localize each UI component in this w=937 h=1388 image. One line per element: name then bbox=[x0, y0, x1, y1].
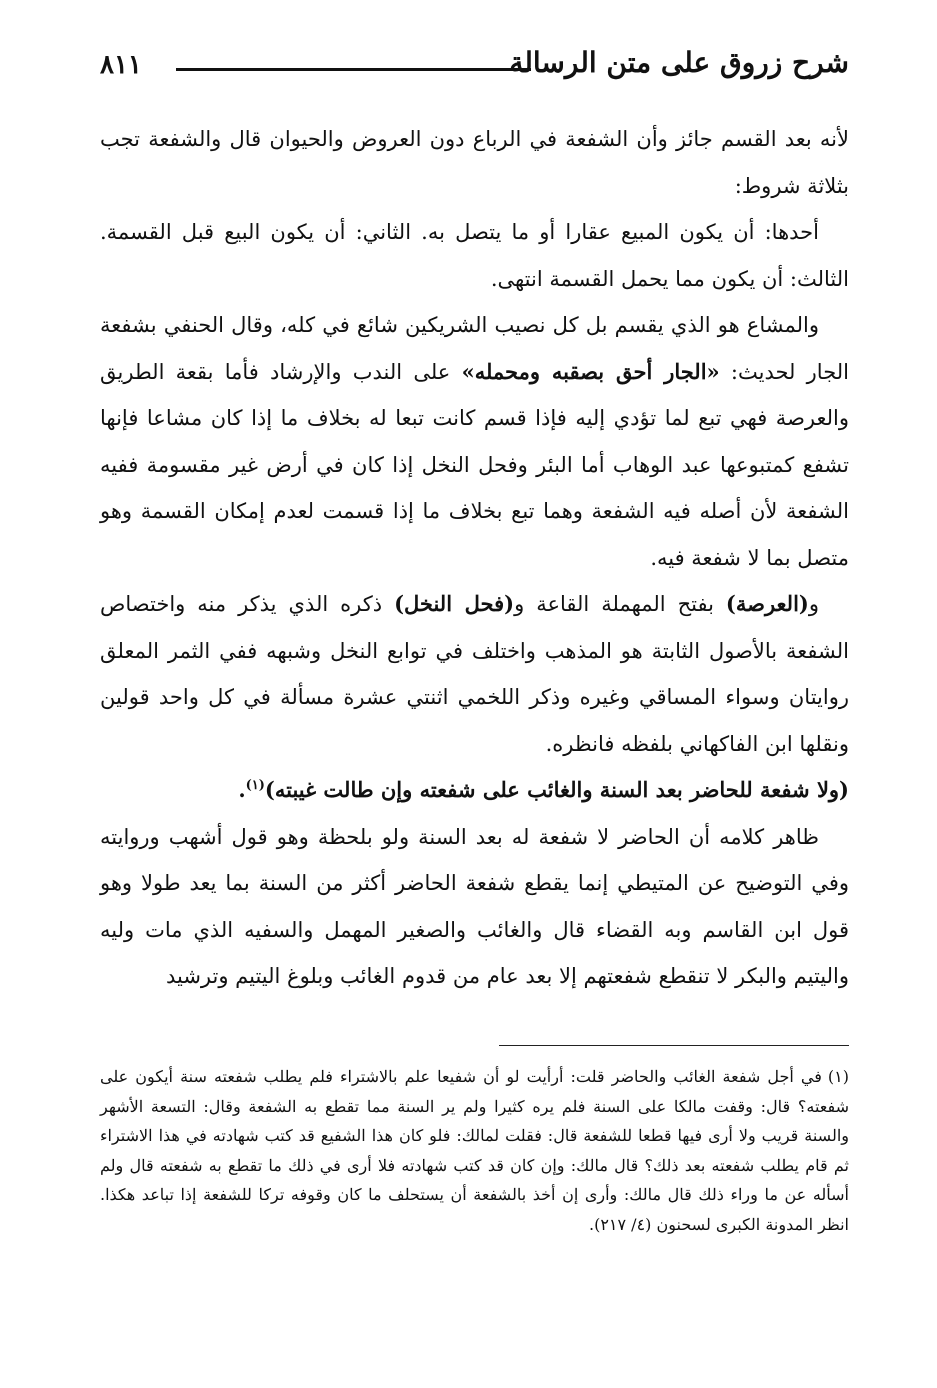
paragraph-2: أحدها: أن يكون المبيع عقارا أو ما يتصل به. الثاني: أن يكون البيع قبل القسمة. الثالث: أن يكون مما يحمل القسمة انتهى. bbox=[100, 220, 849, 291]
paragraph-4-text-b: بفتح المهملة القاعة و bbox=[514, 592, 726, 616]
book-title: شرح زروق على متن الرسالة bbox=[509, 46, 849, 79]
matn-heading bbox=[100, 767, 849, 814]
footnote-marker: (١) bbox=[827, 1067, 849, 1086]
footnote bbox=[100, 1062, 849, 1239]
term-al-arsa: (العرصة) bbox=[725, 591, 809, 616]
paragraph-4 bbox=[100, 581, 849, 767]
paragraph-4-text-a: و bbox=[808, 592, 819, 616]
paragraph-4-text-c: ذكره الذي يذكر منه واختصاص الشفعة بالأصول الثابتة هو المذهب واختلف في توابع النخل وشبهه ففي الثمر المعلق روايتان وسواء المساقي وغيره وذكر اللخمي اثنتي عشرة مسألة في كل واحد قولين ونقلها ابن الفاكهاني بلفظه فانظره. bbox=[100, 592, 849, 756]
paragraph-3-text-b: على الندب والإرشاد فأما بقعة الطريق والعرصة فهي تبع لما تؤدي إليه فإذا قسم كانت تبعا له بخلاف ما إذا كان مشاعا فإنها تشفع كمتبوعها عبد الوهاب أما البئر وفحل النخل إذا كان في أرض غير مقسومة ففيه الشفعة لأن أصله فيه الشفعة وهما تبع بخلاف ما إذا قسمت لعدم إمكان القسمة وهو متصل بما لا شفعة فيه. bbox=[100, 359, 849, 570]
matn-text: (ولا شفعة للحاضر بعد السنة والغائب على شفعته وإن طالت غيبته) bbox=[264, 777, 849, 802]
term-fahl-al-nakhl: (فحل النخل) bbox=[394, 591, 515, 616]
paragraph-3 bbox=[100, 302, 849, 581]
paragraph-1: لأنه بعد القسم جائز وأن الشفعة في الرباع دون العروض والحيوان قال والشفعة تجب بثلاثة شروط: bbox=[100, 127, 849, 198]
page-number: ٨١١ bbox=[100, 50, 142, 80]
footnote-ref[interactable]: (١) bbox=[245, 778, 265, 793]
matn-end: . bbox=[238, 777, 246, 802]
running-header bbox=[100, 42, 849, 92]
footnote-text: في أجل شفعة الغائب والحاضر قلت: أرأيت لو أن شفيعا علم بالاشتراء فلم يطلب شفعته سنة أيكون على شفعته؟ قال: وقفت مالكا على السنة فلم يره كثيرا ولم ير السنة مما تقطع به الشفعة وقال: التسعة الأشهر والسنة قريب ولا أرى فيها قطعا للشفعة قال: فقلت لمالك: فلو كان هذا الشفيع قد كتب شهادته في هذا الاشتراء ثم قام يطلب شفعته بعد ذلك؟ قال مالك: وإن كان قد كتب شهادته فلا أرى في ذلك ما تقطع به شفعته قال ولم أسأله عن ما وراء ذلك قال مالك: وأرى إن أخذ بالشفعة أن يستحلف ما كان وقوفه تركا للشفعة إذا تباعد هكذا. انظر المدونة الكبرى لسحنون (٤/ ٢١٧). bbox=[100, 1067, 849, 1234]
paragraph-3-text-a: والمشاع هو الذي يقسم بل كل نصيب الشريكين شائع في كله، وقال الحنفي بشفعة الجار لحديث: bbox=[100, 313, 849, 384]
header-rule bbox=[176, 68, 531, 71]
paragraph-5: ظاهر كلامه أن الحاضر لا شفعة له بعد السنة ولو بلحظة وهو قول أشهب وروايته وفي التوضيح عن المتيطي إنما يقطع شفعة الحاضر أكثر من السنة بما يعد طولا وهو قول ابن القاسم وبه القضاء قال والغائب والصغير المهمل والسفيه الذي مات وليه واليتيم والبكر لا تنقطع شفعتهم إلا بعد عام من قدوم الغائب وبلوغ اليتيم وترشيد bbox=[100, 824, 849, 988]
main-text bbox=[100, 116, 849, 1000]
footnote-rule bbox=[499, 1045, 849, 1046]
hadith-quote: «الجار أحق بصقبه ومحمله» bbox=[461, 358, 720, 384]
